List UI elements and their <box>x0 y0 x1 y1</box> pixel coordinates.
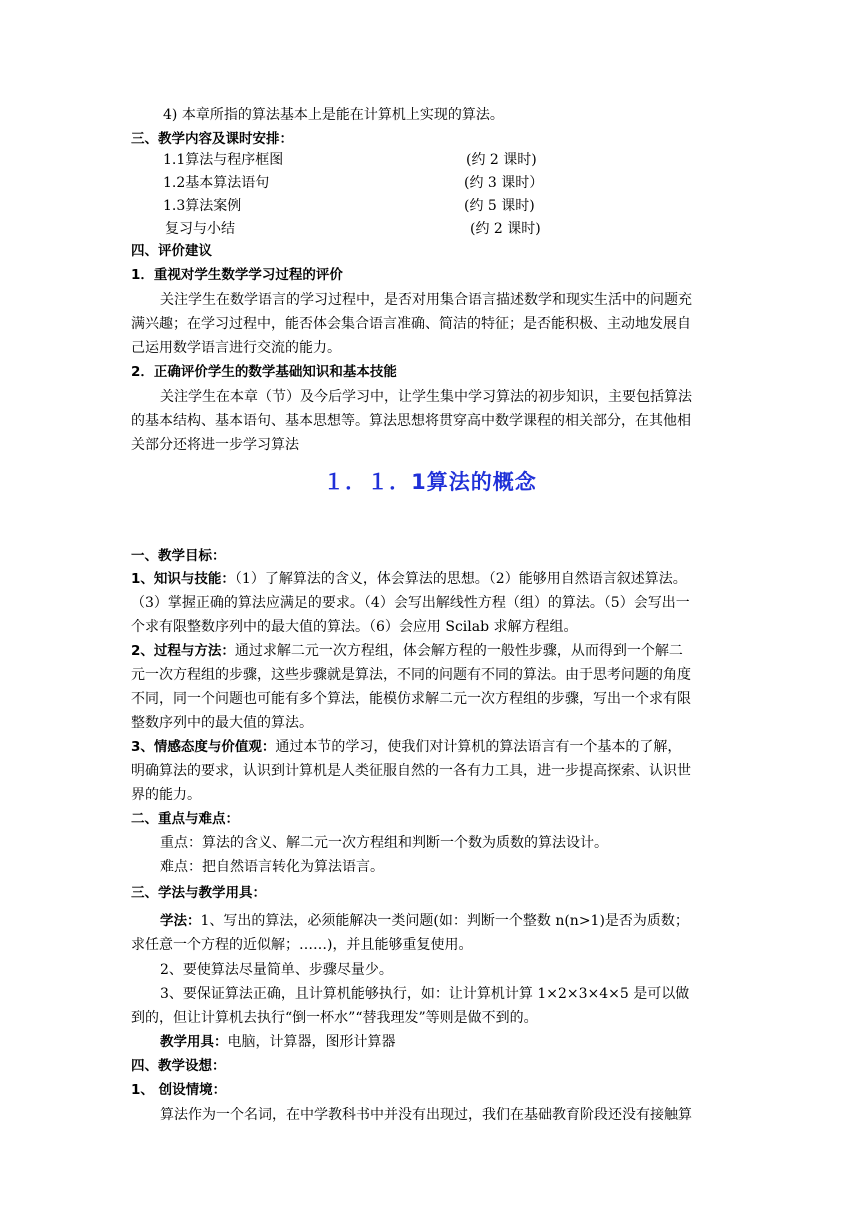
goal-process <box>131 642 683 660</box>
keypoint-key: 重点：算法的含义、解二元一次方程组和判断一个数为质数的算法设计。 <box>160 835 608 851</box>
methods-text: 1、写出的算法，必须能解决一类问题(如：判断一个整数 n(n>1)是否为质数； <box>200 913 689 929</box>
schedule-topic: 1.2基本算法语句 <box>163 175 270 191</box>
paragraph-line: 明确算法的要求，认识到计算机是人类征服自然的一各有力工具，进一步提高探索、认识世 <box>131 763 691 779</box>
schedule-row <box>0 220 860 238</box>
paragraph-line: 元一次方程组的步骤，这些步骤就是算法，不同的问题有不同的算法。由于思考问题的角度 <box>131 667 691 683</box>
section4-heading: 四、评价建议 <box>131 243 212 259</box>
paragraph-line: 3、要保证算法正确，且计算机能够执行，如：让计算机计算 1×2×3×4×5 是可以做 <box>160 986 690 1002</box>
goal-text: 通过求解二元一次方程组，体会解方程的一般性步骤，从而得到一个解二 <box>234 643 683 659</box>
section4-sub1-heading: 1．重视对学生数学学习过程的评价 <box>131 267 343 283</box>
paragraph-line: 己运用数学语言进行交流的能力。 <box>131 340 341 356</box>
tools-label: 教学用具： <box>160 1034 228 1050</box>
section4-sub2-heading: 2．正确评价学生的数学基础知识和基本技能 <box>131 364 397 380</box>
goals-heading: 一、教学目标： <box>131 548 226 564</box>
methods-line <box>160 912 689 930</box>
goal-label: 3、情感态度与价值观： <box>131 739 276 755</box>
schedule-row <box>0 151 860 169</box>
schedule-hours: (约 2 课时) <box>470 221 541 237</box>
paragraph-line: 的基本结构、基本语句、基本思想等。算法思想将贯穿高中数学课程的相关部分，在其他相 <box>131 413 691 429</box>
paragraph-line: 求任意一个方程的近似解；……)，并且能够重复使用。 <box>131 937 473 953</box>
paragraph-line: 算法作为一个名词，在中学教科书中并没有出现过，我们在基础教育阶段还没有接触算 <box>160 1107 692 1123</box>
schedule-row <box>0 197 860 215</box>
paragraph-line: 到的，但让计算机去执行“倒一杯水”“替我理发”等则是做不到的。 <box>131 1010 538 1026</box>
schedule-hours: (约 3 课时） <box>464 175 544 191</box>
design-heading: 四、教学设想： <box>131 1058 226 1074</box>
schedule-hours: (约 2 课时) <box>466 152 537 168</box>
paragraph-line: 不同，同一个问题也可能有多个算法，能模仿求解二元一次方程组的步骤，写出一个求有限 <box>131 691 691 707</box>
methods-heading: 三、学法与教学用具： <box>131 885 266 901</box>
schedule-hours: (约 5 课时) <box>464 198 535 214</box>
goal-emotion <box>131 738 681 756</box>
schedule-row <box>0 174 860 192</box>
schedule-topic: 1.3算法案例 <box>163 198 242 214</box>
intro-item-4: 4) 本章所指的算法基本上是能在计算机上实现的算法。 <box>163 107 504 123</box>
paragraph-line: （3）掌握正确的算法应满足的要求。（4）会写出解线性方程（组）的算法。（5）会写出一 <box>131 595 690 611</box>
tools-text: 电脑，计算器，图形计算器 <box>227 1034 396 1050</box>
paragraph-line: 整数序列中的最大值的算法。 <box>131 715 313 731</box>
paragraph-line: 满兴趣；在学习过程中，能否体会集合语言准确、简洁的特征；是否能积极、主动地发展自 <box>131 316 691 332</box>
keypoints-heading: 二、重点与难点： <box>131 811 239 827</box>
design-sub1-heading: 1、 创设情境： <box>131 1082 227 1098</box>
section3-heading: 三、教学内容及课时安排： <box>131 131 293 147</box>
goal-knowledge <box>131 570 687 588</box>
paragraph-line: 关部分还将进一步学习算法 <box>131 437 299 453</box>
paragraph-line: 2、要使算法尽量简单、步骤尽量少。 <box>160 962 393 978</box>
tools-line <box>160 1033 396 1051</box>
keypoint-hard: 难点：把自然语言转化为算法语言。 <box>160 859 384 875</box>
goal-label: 2、过程与方法： <box>131 643 235 659</box>
lesson-title: １．１．1算法的概念 <box>323 470 537 494</box>
goal-text: （1）了解算法的含义，体会算法的思想。（2）能够用自然语言叙述算法。 <box>234 571 687 587</box>
schedule-topic: 复习与小结 <box>165 221 235 237</box>
paragraph-line: 界的能力。 <box>131 787 201 803</box>
goal-label: 1、知识与技能： <box>131 571 235 587</box>
goal-text: 通过本节的学习，使我们对计算机的算法语言有一个基本的了解， <box>275 739 682 755</box>
paragraph-line: 关注学生在数学语言的学习过程中，是否对用集合语言描述数学和现实生活中的问题充 <box>160 292 692 308</box>
paragraph-line: 个求有限整数序列中的最大值的算法。（6）会应用 Scilab 求解方程组。 <box>131 619 578 635</box>
methods-label: 学法： <box>160 913 201 929</box>
schedule-topic: 1.1算法与程序框图 <box>163 152 284 168</box>
paragraph-line: 关注学生在本章（节）及今后学习中，让学生集中学习算法的初步知识，主要包括算法 <box>160 389 692 405</box>
